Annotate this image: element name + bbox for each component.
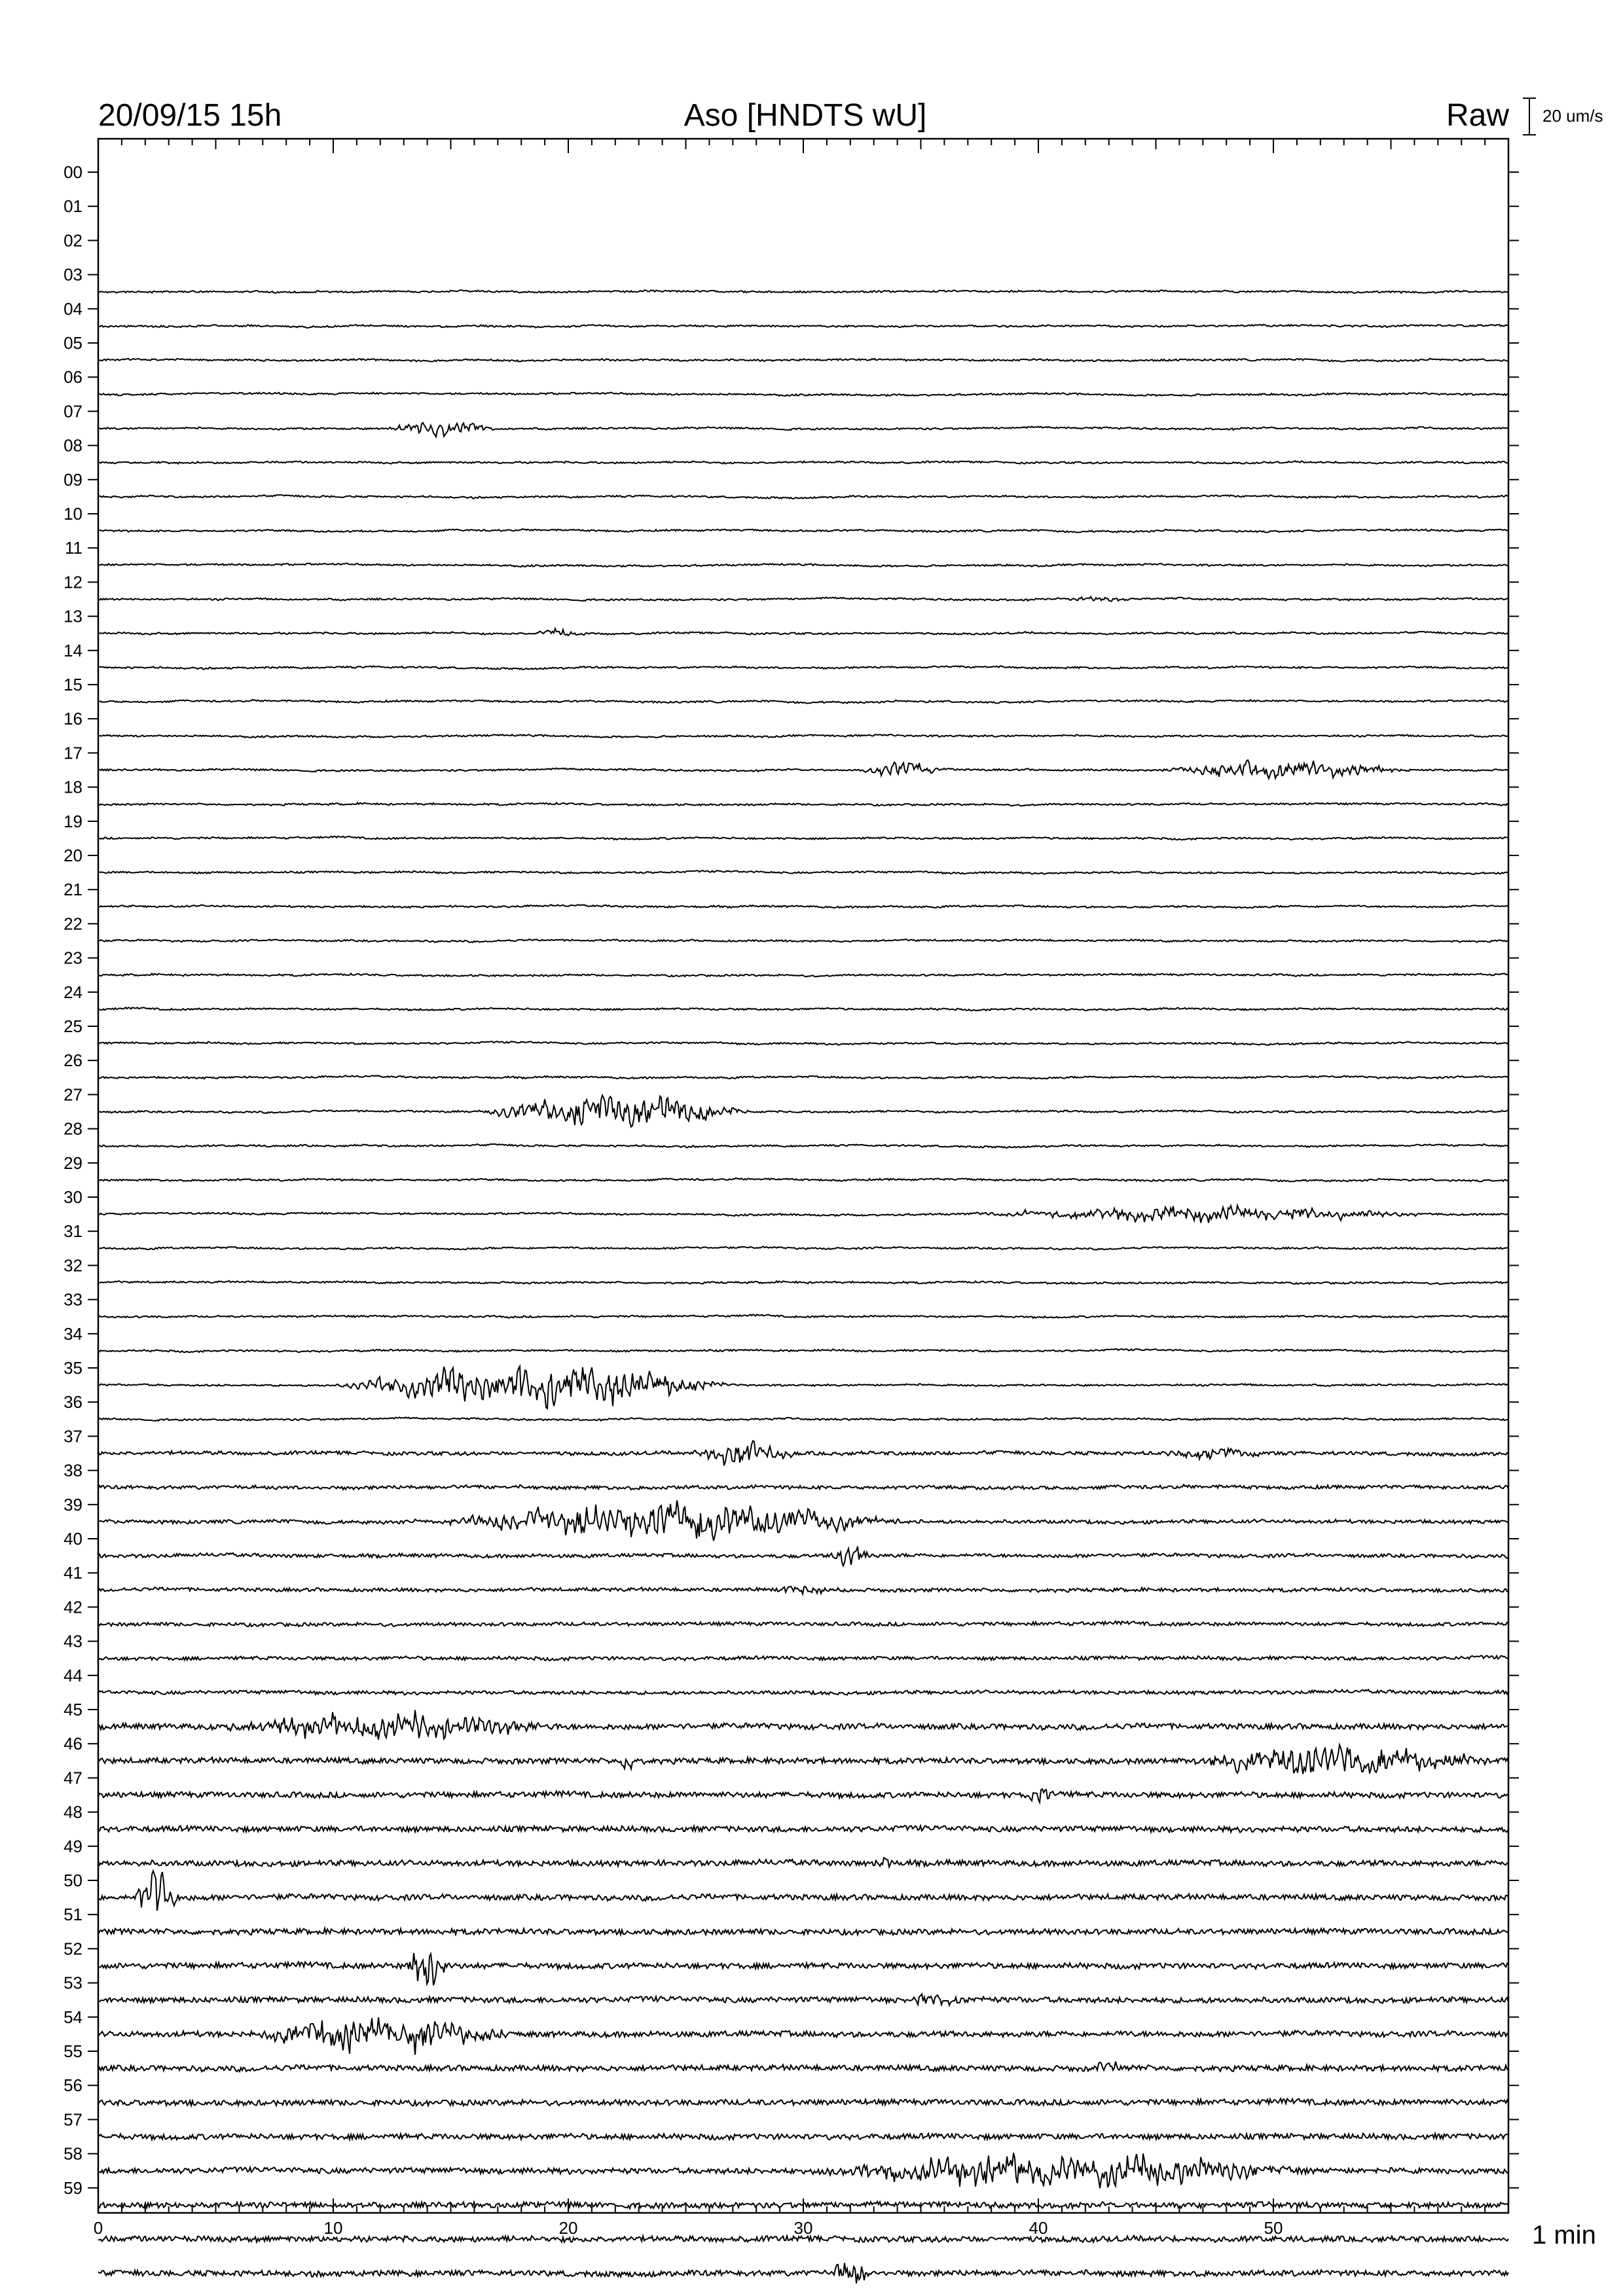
trace-row-16 [98,734,1508,738]
x-tick-label-40: 40 [1029,2218,1048,2238]
trace-row-19 [98,836,1508,840]
row-label-08: 08 [64,435,82,456]
trace-row-31 [98,1247,1508,1250]
row-label-25: 25 [64,1016,82,1036]
trace-row-05 [98,359,1508,362]
x-tick-label-30: 30 [793,2218,813,2238]
traces [98,290,1508,2284]
trace-row-18 [98,802,1508,806]
row-label-34: 34 [64,1323,82,1344]
trace-row-04 [98,325,1508,328]
trace-row-50 [98,1871,1508,1911]
trace-row-57 [98,2134,1508,2140]
trace-row-23 [98,973,1508,977]
trace-row-42 [98,1621,1508,1626]
trace-row-33 [98,1314,1508,1318]
row-label-09: 09 [64,469,82,490]
row-label-50: 50 [64,1871,82,1890]
trace-row-21 [98,905,1508,908]
row-label-06: 06 [64,367,82,387]
row-label-14: 14 [64,640,82,660]
row-label-12: 12 [64,572,82,592]
trace-row-28 [98,1144,1508,1148]
row-label-43: 43 [64,1631,82,1651]
trace-row-27 [98,1096,1508,1127]
row-label-01: 01 [64,196,82,217]
row-label-10: 10 [64,504,82,524]
x-tick-label-20: 20 [558,2218,578,2238]
trace-row-32 [98,1281,1508,1285]
row-label-24: 24 [64,982,82,1002]
row-label-22: 22 [64,914,82,934]
row-label-15: 15 [64,675,82,694]
trace-row-13 [98,628,1508,636]
trace-row-53 [98,1994,1508,2005]
trace-row-51 [98,1928,1508,1935]
row-label-28: 28 [64,1119,82,1139]
x-tick-label-10: 10 [323,2218,343,2238]
scale-bar [1523,98,1536,135]
row-label-39: 39 [64,1494,82,1515]
trace-row-07 [98,423,1508,437]
row-label-51: 51 [64,1905,82,1925]
row-label-44: 44 [64,1665,82,1685]
trace-row-29 [98,1178,1508,1182]
row-label-57: 57 [64,2109,82,2130]
row-label-45: 45 [64,1700,82,1719]
row-label-18: 18 [64,777,82,797]
trace-row-03 [98,290,1508,293]
trace-row-48 [98,1825,1508,1833]
header-datetime: 20/09/15 15h [98,98,282,133]
x-axis-unit-label: 1 min [1532,2221,1596,2250]
row-label-13: 13 [64,606,82,626]
row-label-42: 42 [64,1597,82,1617]
trace-row-24 [98,1007,1508,1011]
row-label-07: 07 [64,401,82,422]
row-label-59: 59 [64,2178,82,2198]
row-label-32: 32 [64,1255,82,1276]
row-label-33: 33 [64,1289,82,1310]
axis-ticks [88,139,1519,2213]
trace-row-20 [98,870,1508,874]
row-label-04: 04 [64,298,82,319]
row-label-00: 00 [64,162,82,182]
row-label-21: 21 [64,880,82,900]
row-label-41: 41 [64,1563,82,1583]
trace-row-14 [98,666,1508,670]
trace-row-12 [98,597,1508,601]
trace-row-52 [98,1953,1508,1985]
row-label-55: 55 [64,2041,82,2061]
row-label-29: 29 [64,1153,82,1173]
row-label-47: 47 [64,1768,82,1788]
row-label-40: 40 [64,1529,82,1549]
row-labels [64,162,82,2198]
row-label-49: 49 [64,1836,82,1856]
trace-row-37 [98,1441,1508,1465]
row-label-16: 16 [64,709,82,729]
row-label-56: 56 [64,2075,82,2096]
row-label-23: 23 [64,948,82,968]
trace-row-36 [98,1417,1508,1421]
trace-row-61 [98,2263,1508,2284]
row-label-38: 38 [64,1460,82,1480]
row-label-35: 35 [64,1358,82,1378]
row-label-30: 30 [64,1187,82,1207]
row-label-17: 17 [64,743,82,763]
row-label-26: 26 [64,1050,82,1071]
trace-row-38 [98,1484,1508,1490]
trace-row-49 [98,1857,1508,1867]
trace-row-40 [98,1547,1508,1566]
trace-row-09 [98,495,1508,499]
row-label-19: 19 [64,811,82,831]
trace-row-35 [98,1366,1508,1408]
trace-row-41 [98,1587,1508,1594]
row-label-05: 05 [64,333,82,353]
row-label-02: 02 [64,230,82,251]
row-label-54: 54 [64,2007,82,2027]
plot-frame [98,139,1508,2213]
trace-row-44 [98,1689,1508,1695]
x-axis-labels [94,2218,1283,2238]
trace-row-11 [98,564,1508,567]
trace-row-45 [98,1710,1508,1740]
row-label-58: 58 [64,2144,82,2164]
header-station: Aso [HNDTS wU] [684,98,927,133]
trace-row-22 [98,939,1508,942]
trace-row-06 [98,392,1508,396]
row-label-52: 52 [64,1939,82,1959]
row-label-53: 53 [64,1973,82,1993]
row-label-03: 03 [64,264,82,285]
row-label-46: 46 [64,1734,82,1754]
trace-row-15 [98,700,1508,704]
x-tick-label-0: 0 [93,2218,103,2238]
trace-row-55 [98,2062,1508,2072]
trace-row-54 [98,2017,1508,2054]
trace-row-47 [98,1789,1508,1802]
trace-row-25 [98,1041,1508,1045]
trace-row-58 [98,2153,1508,2188]
row-label-20: 20 [64,846,82,865]
row-label-27: 27 [64,1085,82,1105]
row-label-37: 37 [64,1426,82,1446]
trace-row-17 [98,760,1508,778]
row-label-48: 48 [64,1802,82,1822]
trace-row-08 [98,461,1508,464]
header-mode: Raw [1446,98,1509,133]
trace-row-43 [98,1656,1508,1661]
scale-label: 20 um/s [1542,106,1603,126]
trace-row-56 [98,2098,1508,2106]
row-label-36: 36 [64,1392,82,1412]
trace-row-10 [98,529,1508,533]
trace-row-34 [98,1349,1508,1352]
trace-row-26 [98,1075,1508,1079]
trace-row-30 [98,1206,1508,1223]
row-label-11: 11 [65,538,82,558]
trace-row-46 [98,1745,1508,1774]
trace-row-39 [98,1500,1508,1541]
row-label-31: 31 [64,1221,82,1242]
x-tick-label-50: 50 [1264,2218,1283,2238]
